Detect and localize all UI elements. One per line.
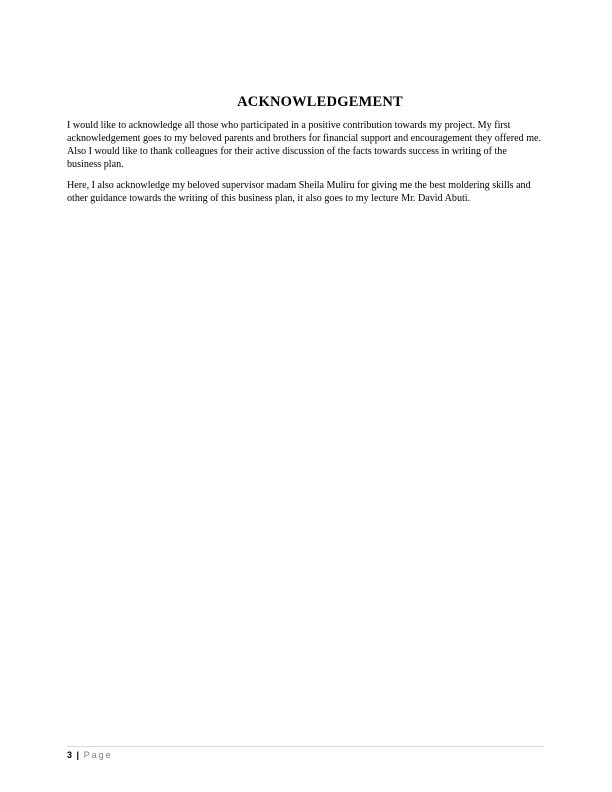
acknowledgement-paragraph-2: Here, I also acknowledge my beloved supervisor madam Sheila Muliru for giving me the best moldering skills and other guidance towards the writing of this business plan, it also goes to my lecture Mr. David Abuti. bbox=[67, 180, 531, 205]
page-footer bbox=[67, 750, 113, 761]
page-label: Page bbox=[83, 750, 113, 760]
footer-separator: | bbox=[76, 750, 80, 760]
page-number: 3 bbox=[67, 750, 73, 760]
page-title: ACKNOWLEDGEMENT bbox=[237, 94, 403, 110]
footer-divider bbox=[67, 746, 543, 747]
acknowledgement-paragraph-1: I would like to acknowledge all those who participated in a positive contribution towards my project. My first acknowledgement goes to my beloved parents and brothers for financial support and encouragement they offered me. Also I would like to thank colleagues for their active discussion of the facts towards success in writing of the business plan. bbox=[67, 120, 542, 171]
page-content bbox=[67, 94, 543, 214]
